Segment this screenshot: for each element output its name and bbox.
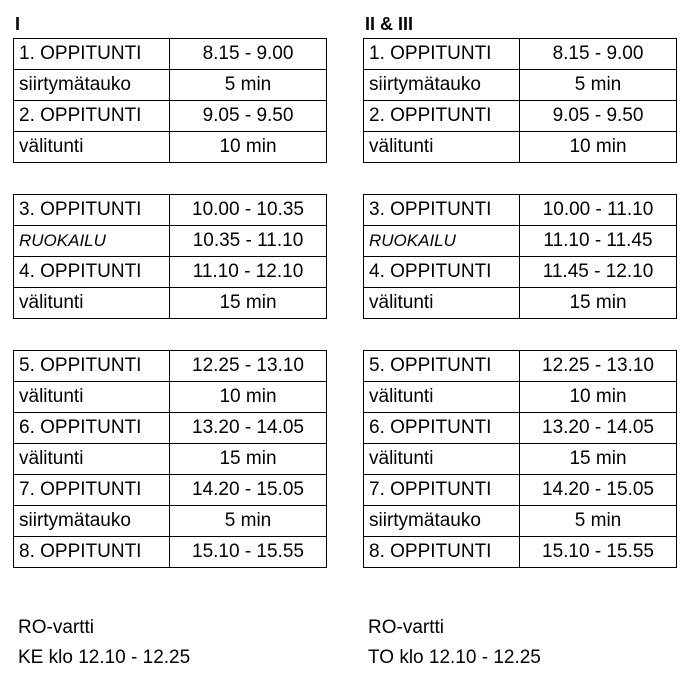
period-time: 15.10 - 15.55 bbox=[520, 537, 677, 568]
period-time: 5 min bbox=[170, 506, 327, 537]
table-row bbox=[14, 537, 327, 568]
period-label: 5. OPPITUNTI bbox=[364, 351, 520, 382]
table-row bbox=[14, 444, 327, 475]
table-row bbox=[364, 257, 677, 288]
period-time: 15 min bbox=[170, 288, 327, 319]
period-label: välitunti bbox=[14, 288, 170, 319]
period-label: 2. OPPITUNTI bbox=[364, 101, 520, 132]
period-label: välitunti bbox=[364, 132, 520, 163]
table-row bbox=[14, 70, 327, 101]
schedule-table-afternoon bbox=[363, 350, 677, 568]
period-time: 12.25 - 13.10 bbox=[520, 351, 677, 382]
table-row bbox=[14, 226, 327, 257]
table-row bbox=[14, 351, 327, 382]
period-time: 12.25 - 13.10 bbox=[170, 351, 327, 382]
period-label: 3. OPPITUNTI bbox=[364, 195, 520, 226]
schedule-column-ii-iii bbox=[363, 10, 677, 599]
ro-vartti-note-right bbox=[368, 613, 541, 673]
period-time: 5 min bbox=[520, 70, 677, 101]
period-time: 14.20 - 15.05 bbox=[520, 475, 677, 506]
period-label: 6. OPPITUNTI bbox=[364, 413, 520, 444]
period-label: 6. OPPITUNTI bbox=[14, 413, 170, 444]
period-label: välitunti bbox=[14, 382, 170, 413]
period-label: 4. OPPITUNTI bbox=[14, 257, 170, 288]
period-label: 3. OPPITUNTI bbox=[14, 195, 170, 226]
period-time: 10 min bbox=[520, 132, 677, 163]
table-row bbox=[364, 226, 677, 257]
schedule-table-midday bbox=[363, 194, 677, 319]
period-label: välitunti bbox=[14, 132, 170, 163]
table-row bbox=[14, 506, 327, 537]
note-title: RO-vartti bbox=[18, 617, 94, 638]
period-label: siirtymätauko bbox=[14, 70, 170, 101]
period-time: 15.10 - 15.55 bbox=[170, 537, 327, 568]
note-time: KE klo 12.10 - 12.25 bbox=[18, 647, 191, 668]
period-time: 9.05 - 9.50 bbox=[170, 101, 327, 132]
column-heading: II & III bbox=[365, 14, 414, 34]
table-row bbox=[364, 39, 677, 70]
period-time: 14.20 - 15.05 bbox=[170, 475, 327, 506]
period-label: välitunti bbox=[364, 288, 520, 319]
table-row bbox=[14, 288, 327, 319]
period-time: 10.00 - 11.10 bbox=[520, 195, 677, 226]
period-time: 10 min bbox=[170, 382, 327, 413]
table-row bbox=[364, 537, 677, 568]
period-time: 15 min bbox=[520, 444, 677, 475]
period-label: 8. OPPITUNTI bbox=[364, 537, 520, 568]
table-row bbox=[14, 475, 327, 506]
table-row bbox=[14, 195, 327, 226]
period-label: siirtymätauko bbox=[14, 506, 170, 537]
period-time: 15 min bbox=[520, 288, 677, 319]
table-row bbox=[14, 257, 327, 288]
period-label: 1. OPPITUNTI bbox=[364, 39, 520, 70]
period-label: 5. OPPITUNTI bbox=[14, 351, 170, 382]
lunch-label: RUOKAILU bbox=[14, 226, 170, 257]
period-label: siirtymätauko bbox=[364, 70, 520, 101]
table-row bbox=[364, 413, 677, 444]
schedule-table-morning bbox=[13, 38, 327, 163]
period-label: 4. OPPITUNTI bbox=[364, 257, 520, 288]
table-row bbox=[14, 39, 327, 70]
period-time: 5 min bbox=[170, 70, 327, 101]
schedule-table-midday bbox=[13, 194, 327, 319]
period-time: 11.45 - 12.10 bbox=[520, 257, 677, 288]
table-row bbox=[364, 475, 677, 506]
period-label: 1. OPPITUNTI bbox=[14, 39, 170, 70]
table-row bbox=[14, 382, 327, 413]
period-time: 9.05 - 9.50 bbox=[520, 101, 677, 132]
period-label: 2. OPPITUNTI bbox=[14, 101, 170, 132]
table-row bbox=[364, 101, 677, 132]
period-time: 10 min bbox=[170, 132, 327, 163]
period-time: 8.15 - 9.00 bbox=[520, 39, 677, 70]
period-time: 10.00 - 10.35 bbox=[170, 195, 327, 226]
table-row bbox=[364, 288, 677, 319]
table-row bbox=[364, 351, 677, 382]
period-time: 5 min bbox=[520, 506, 677, 537]
note-time: TO klo 12.10 - 12.25 bbox=[368, 647, 541, 668]
period-label: välitunti bbox=[14, 444, 170, 475]
table-row bbox=[14, 413, 327, 444]
period-time: 10 min bbox=[520, 382, 677, 413]
table-row bbox=[364, 70, 677, 101]
column-heading: I bbox=[15, 14, 21, 34]
schedule-column-i bbox=[13, 10, 327, 599]
period-time: 13.20 - 14.05 bbox=[520, 413, 677, 444]
note-title: RO-vartti bbox=[368, 617, 444, 638]
table-row bbox=[14, 132, 327, 163]
ro-vartti-note-left bbox=[18, 613, 190, 673]
period-label: välitunti bbox=[364, 382, 520, 413]
table-row bbox=[364, 506, 677, 537]
schedule-table-afternoon bbox=[13, 350, 327, 568]
lunch-label: RUOKAILU bbox=[364, 226, 520, 257]
table-row bbox=[364, 195, 677, 226]
period-label: 8. OPPITUNTI bbox=[14, 537, 170, 568]
schedule-table-morning bbox=[363, 38, 677, 163]
period-time: 8.15 - 9.00 bbox=[170, 39, 327, 70]
table-row bbox=[364, 382, 677, 413]
table-row bbox=[364, 444, 677, 475]
period-time: 13.20 - 14.05 bbox=[170, 413, 327, 444]
period-label: 7. OPPITUNTI bbox=[14, 475, 170, 506]
period-time: 15 min bbox=[170, 444, 327, 475]
period-time: 10.35 - 11.10 bbox=[170, 226, 327, 257]
table-row bbox=[14, 101, 327, 132]
period-label: siirtymätauko bbox=[364, 506, 520, 537]
table-row bbox=[364, 132, 677, 163]
period-time: 11.10 - 11.45 bbox=[520, 226, 677, 257]
period-time: 11.10 - 12.10 bbox=[170, 257, 327, 288]
period-label: välitunti bbox=[364, 444, 520, 475]
period-label: 7. OPPITUNTI bbox=[364, 475, 520, 506]
